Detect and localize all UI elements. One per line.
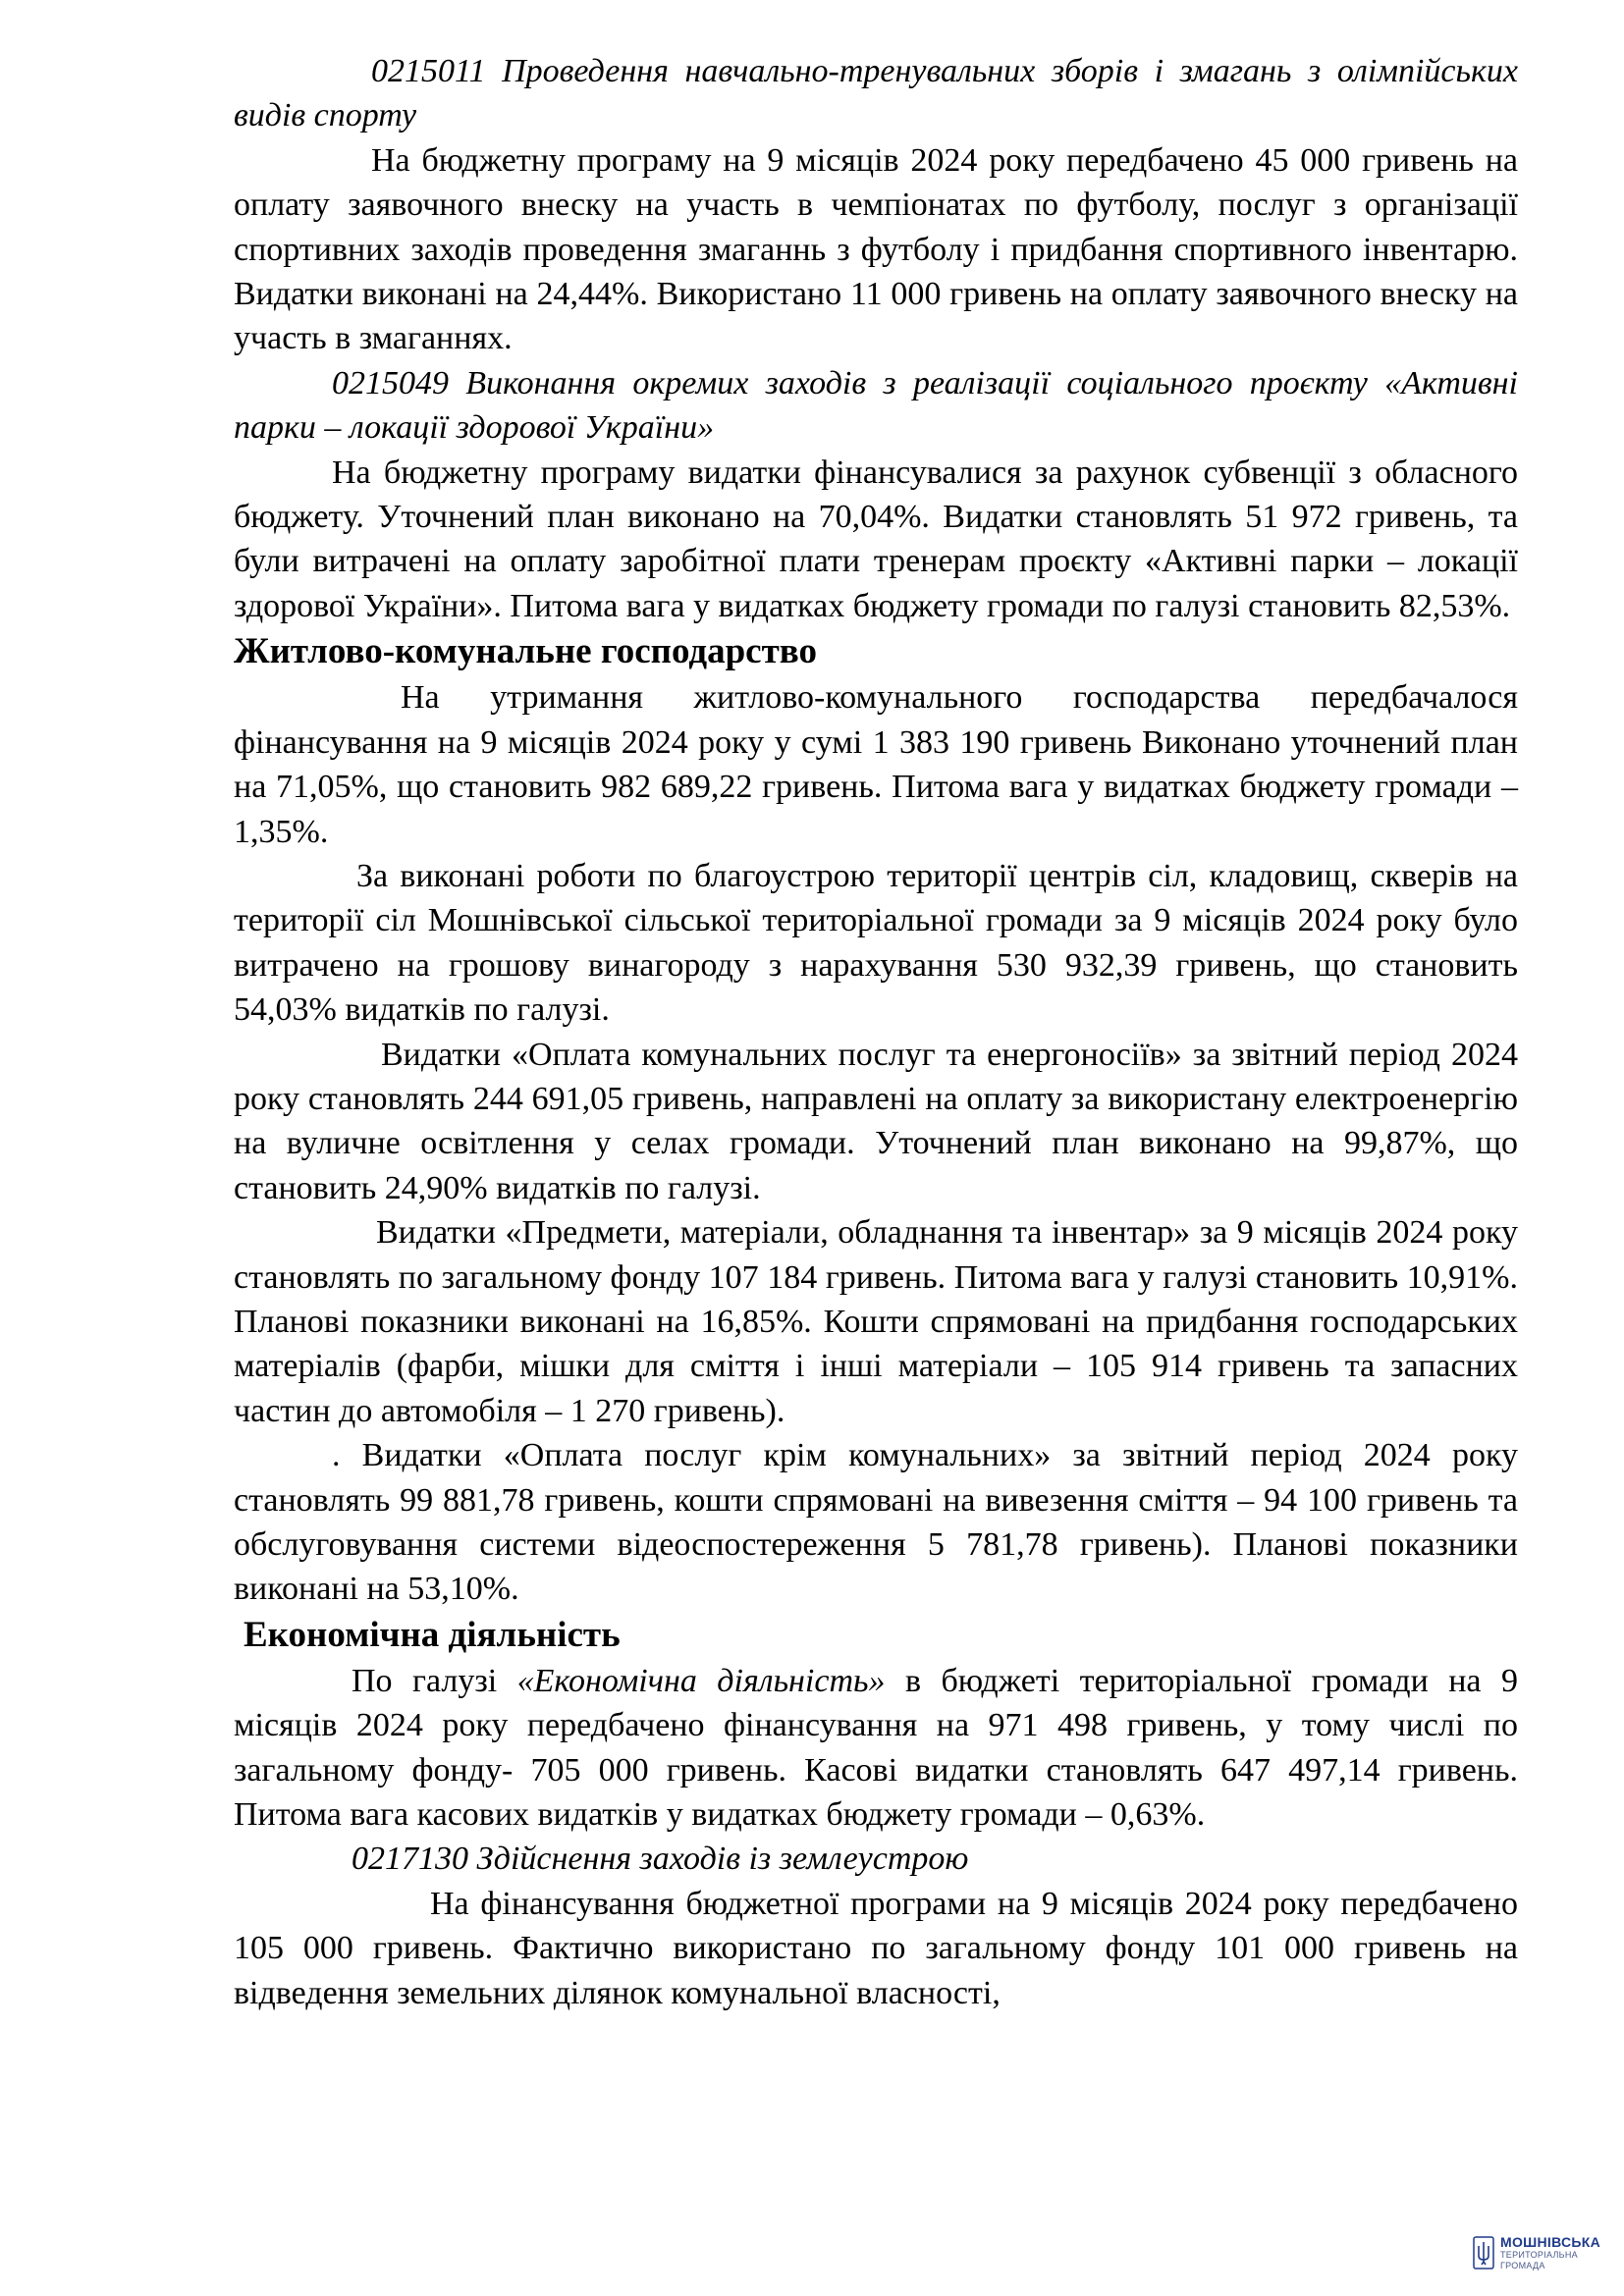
trident-icon [1473,2236,1494,2269]
paragraph-rest: в бюджеті територіальної громади на 9 місяців 2024 року передбачено фінансування на 971 498 гривень, у тому числі по загальному фонду- 705 000 гривень. Касові видатки становлять 647 497,14 гривень. Питома вага касових видатків у видатках бюджету громади – 0,63%. [234,1662,1518,1834]
section-heading: Економічна діяльність [244,1614,621,1655]
logo-line-2: ТЕРИТОРІАЛЬНА [1500,2250,1578,2260]
paragraph: . Видатки «Оплата послуг крім комунальних» за звітний період 2024 року становлять 99 881,78 гривень, кошти спрямовані на вивезення сміття – 94 100 гривень та обслуговування системи відеоспостереження 5 781,78 гривень). Планові показники виконані на 53,10%. [234,1437,1518,1608]
document-body [234,49,1518,2015]
paragraph-emphasis: «Економічна діяльність» [516,1662,886,1699]
logo-line-3: ГРОМАДА [1500,2261,1545,2270]
section-heading: Житлово-комунальне господарство [234,631,818,672]
paragraph: На бюджетну програму видатки фінансувалися за рахунок субвенції з обласного бюджету. Уточнений план виконано на 70,04%. Видатки становлять 51 972 гривень, та були витрачені на оплату заробітної плати тренерам проєкту «Активні парки – локації здорової України». Питома вага у видатках бюджету громади по галузі становить 82,53%. [234,454,1518,624]
paragraph-lead: По галузі [352,1662,517,1699]
paragraph: На бюджетну програму на 9 місяців 2024 року передбачено 45 000 гривень на оплату заявочного внеску на участь в чемпіонатах по футболу, послуг з організації спортивних заходів проведення змаганнь з футболу і придбання спортивного інвентарю. Видатки виконані на 24,44%. Використано 11 000 гривень на оплату заявочного внеску на участь в змаганнях. [234,141,1518,357]
community-logo [1473,2228,1620,2277]
paragraph: На фінансування бюджетної програми на 9 місяців 2024 року передбачено 105 000 гривень. Фактично використано по загальному фонду 101 000 гривень на відведення земельних ділянок комунальної власності, [234,1885,1518,2011]
paragraph: На утримання житлово-комунального господарства передбачалося фінансування на 9 місяців 2024 року у сумі 1 383 190 гривень Виконано уточнений план на 71,05%, що становить 982 689,22 гривень. Питома вага у видатках бюджету громади – 1,35%. [234,679,1518,850]
paragraph: За виконані роботи по благоустрою території центрів сіл, кладовищ, скверів на території сіл Мошнівської сільської територіальної громади за 9 місяців 2024 року було витрачено на грошову винагороду з нарахування 530 932,39 гривень, що становить 54,03% видатків по галузі. [234,857,1518,1029]
program-code-heading: 0217130 Здійснення заходів із землеустрою [352,1841,969,1878]
logo-text [1500,2235,1600,2270]
program-code-heading: 0215011 Проведення навчально-тренувальних зборів і змагань з олімпійських видів спорту [234,53,1518,134]
program-code-heading: 0215049 Виконання окремих заходів з реалізації соціального проєкту «Активні парки – локації здорової України» [234,364,1518,447]
logo-line-1: МОШНІВСЬКА [1500,2234,1601,2250]
paragraph: Видатки «Оплата комунальних послуг та енергоносіїв» за звітний період 2024 року становлять 244 691,05 гривень, направлені на оплату за використану електроенергію на вуличне освітлення у селах громади. Уточнений план виконано на 99,87%, що становить 24,90% видатків по галузі. [234,1036,1518,1206]
paragraph: Видатки «Предмети, матеріали, обладнання та інвентар» за 9 місяців 2024 року становлять по загальному фонду 107 184 гривень. Питома вага у галузі становить 10,91%. Планові показники виконані на 16,85%. Кошти спрямовані на придбання господарських матеріалів (фарби, мішки для сміття і інші матеріали – 105 914 гривень та запасних частин до автомобіля – 1 270 гривень). [234,1214,1518,1429]
paragraph [234,1659,1518,1838]
